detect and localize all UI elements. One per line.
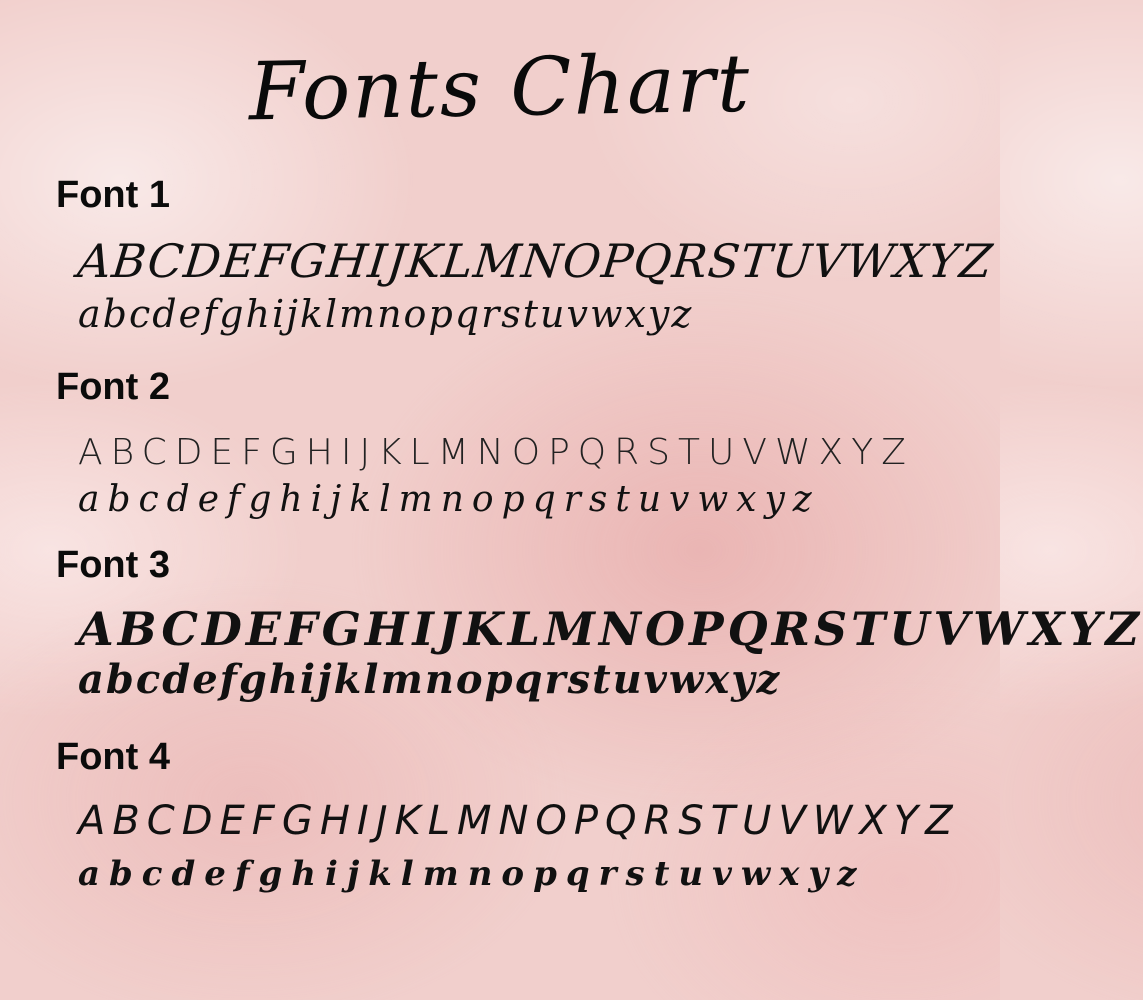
font-sample-4 (56, 736, 960, 894)
page-title: Fonts Chart (248, 36, 752, 139)
uppercase-sample: ABCDEFGHIJKLMNOPQRSTUVWXYZ (78, 432, 914, 473)
uppercase-sample: ABCDEFGHIJKLMNOPQRSTUVWXYZ (78, 602, 1143, 656)
font-label: Font 4 (56, 736, 170, 778)
uppercase-sample: ABCDEFGHIJKLMNOPQRSTUVWXYZ (75, 234, 996, 288)
font-label: Font 3 (56, 544, 170, 586)
font-sample-1 (56, 174, 996, 336)
font-label: Font 1 (56, 174, 170, 216)
uppercase-sample: ABCDEFGHIJKLMNOPQRSTUVWXYZ (78, 798, 960, 844)
font-sample-2 (56, 368, 956, 520)
font-label: Font 2 (56, 366, 170, 408)
lowercase-sample: abcdefghijklmnopqrstuvwxyz (78, 656, 782, 703)
font-sample-3 (56, 544, 1143, 703)
lowercase-sample: abcdefghijklmnopqrstuvwxyz (78, 854, 866, 894)
lowercase-sample: abcdefghijklmnopqrstuvwxyz (78, 479, 820, 520)
lowercase-sample: abcdefghijklmnopqrstuvwxyz (78, 292, 694, 336)
